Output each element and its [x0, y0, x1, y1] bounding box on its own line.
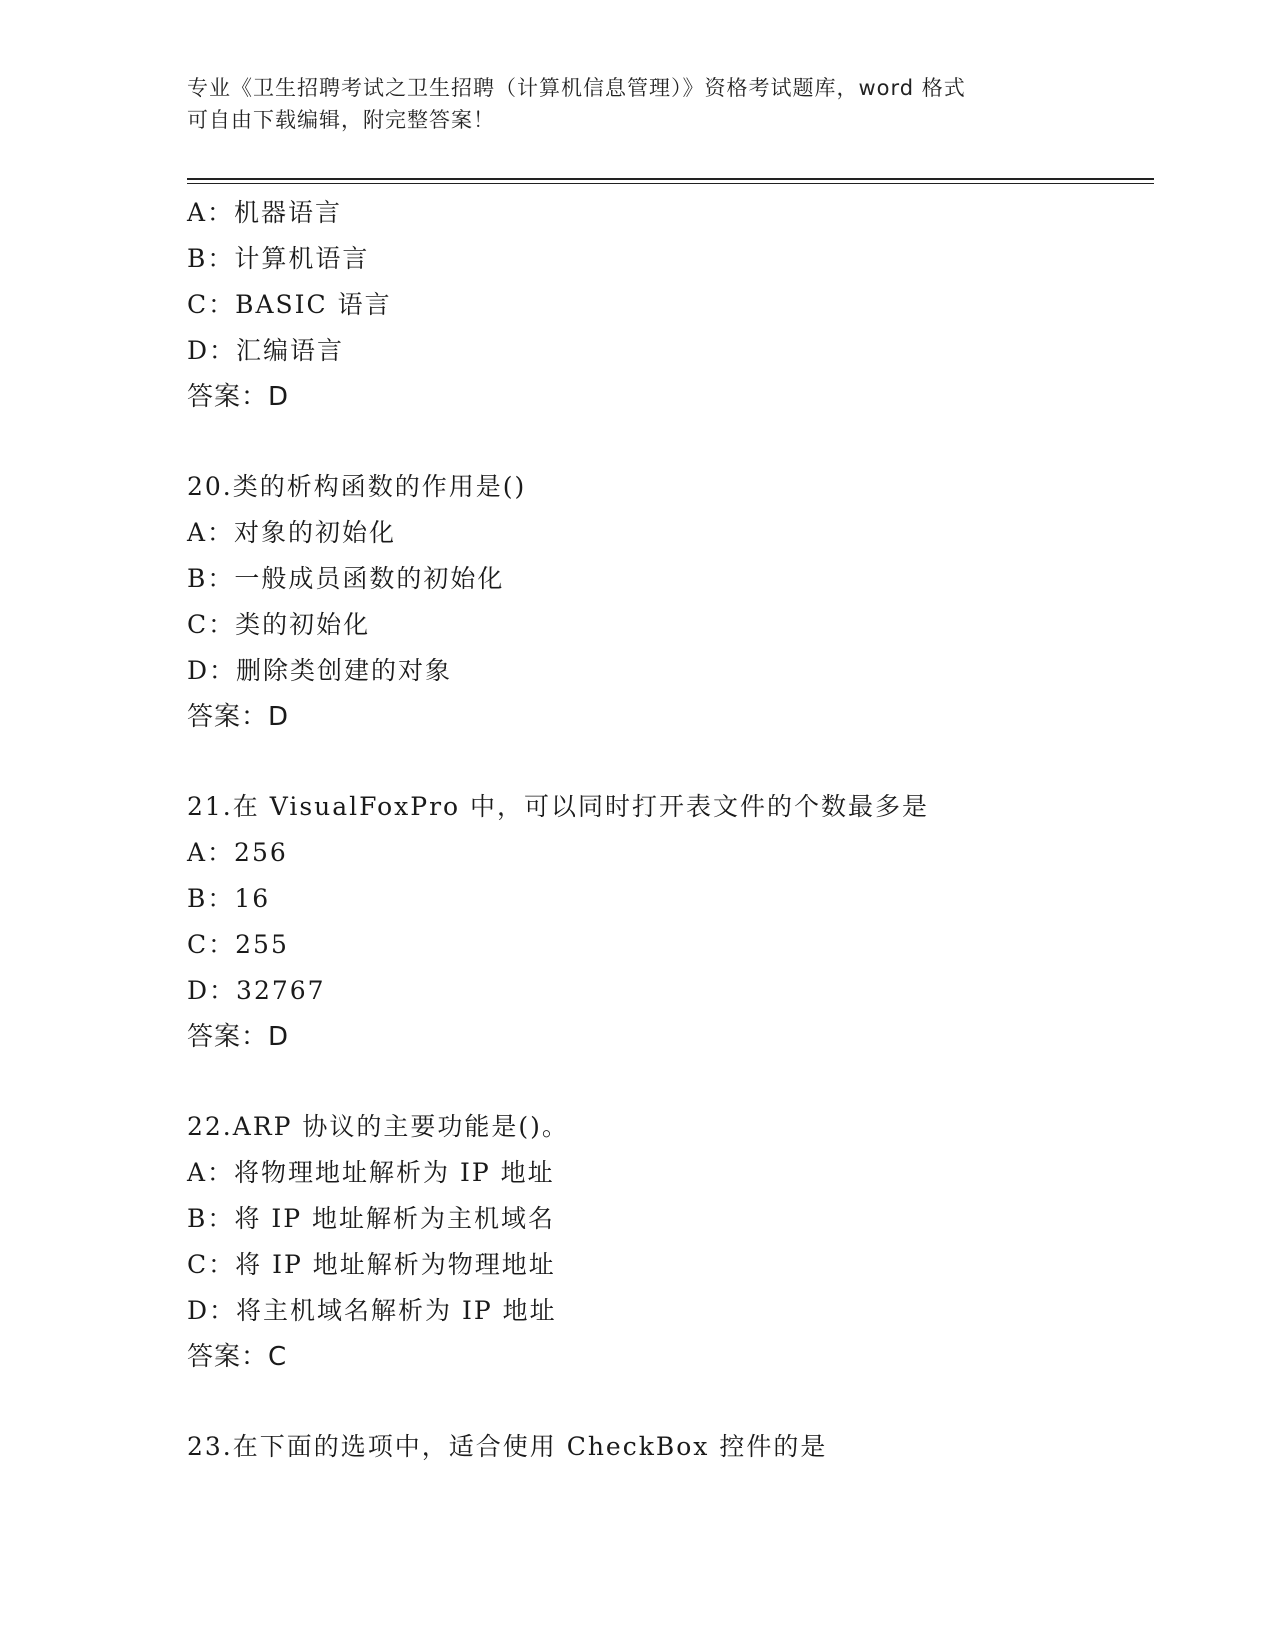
- question-block-21: [187, 784, 1147, 1060]
- option-b: B：计算机语言: [187, 244, 370, 273]
- option-c: C：类的初始化: [187, 610, 371, 639]
- option-d: D：汇编语言: [187, 336, 345, 365]
- header-line-2: 可自由下载编辑，附完整答案！: [187, 108, 495, 132]
- question-block-19: [187, 190, 1147, 420]
- answer: 答案：C: [187, 1342, 288, 1372]
- spacer: [187, 1380, 1147, 1424]
- spacer: [187, 420, 1147, 464]
- option-b: B：16: [187, 884, 271, 913]
- option-a: A：256: [187, 838, 288, 867]
- document-header: [187, 72, 1087, 136]
- spacer: [187, 1060, 1147, 1104]
- option-d: D：32767: [187, 976, 326, 1005]
- answer: 答案：D: [187, 1022, 290, 1052]
- option-a: A：机器语言: [187, 198, 343, 227]
- spacer: [187, 740, 1147, 784]
- option-a: A：将物理地址解析为 IP 地址: [187, 1158, 555, 1187]
- option-a: A：对象的初始化: [187, 518, 397, 547]
- header-line-1: 专业《卫生招聘考试之卫生招聘（计算机信息管理）》资格考试题库，word 格式: [187, 76, 966, 100]
- question-text: 20.类的析构函数的作用是(): [187, 472, 527, 501]
- option-c: C：将 IP 地址解析为物理地址: [187, 1250, 556, 1279]
- question-block-23: [187, 1424, 1147, 1470]
- header-rule-thick: [187, 178, 1154, 180]
- option-c: C：BASIC 语言: [187, 290, 392, 319]
- question-list: [187, 190, 1147, 1470]
- option-b: B：将 IP 地址解析为主机域名: [187, 1204, 555, 1233]
- question-text: 23.在下面的选项中，适合使用 CheckBox 控件的是: [187, 1432, 828, 1461]
- option-c: C：255: [187, 930, 289, 959]
- option-d: D：将主机域名解析为 IP 地址: [187, 1296, 557, 1325]
- question-text: 21.在 VisualFoxPro 中，可以同时打开表文件的个数最多是: [187, 792, 930, 821]
- header-rule-thin: [187, 183, 1154, 184]
- question-block-20: [187, 464, 1147, 740]
- answer: 答案：D: [187, 382, 290, 412]
- answer: 答案：D: [187, 702, 290, 732]
- option-d: D：删除类创建的对象: [187, 656, 453, 685]
- option-b: B：一般成员函数的初始化: [187, 564, 505, 593]
- question-text: 22.ARP 协议的主要功能是()。: [187, 1112, 569, 1141]
- question-block-22: [187, 1104, 1147, 1380]
